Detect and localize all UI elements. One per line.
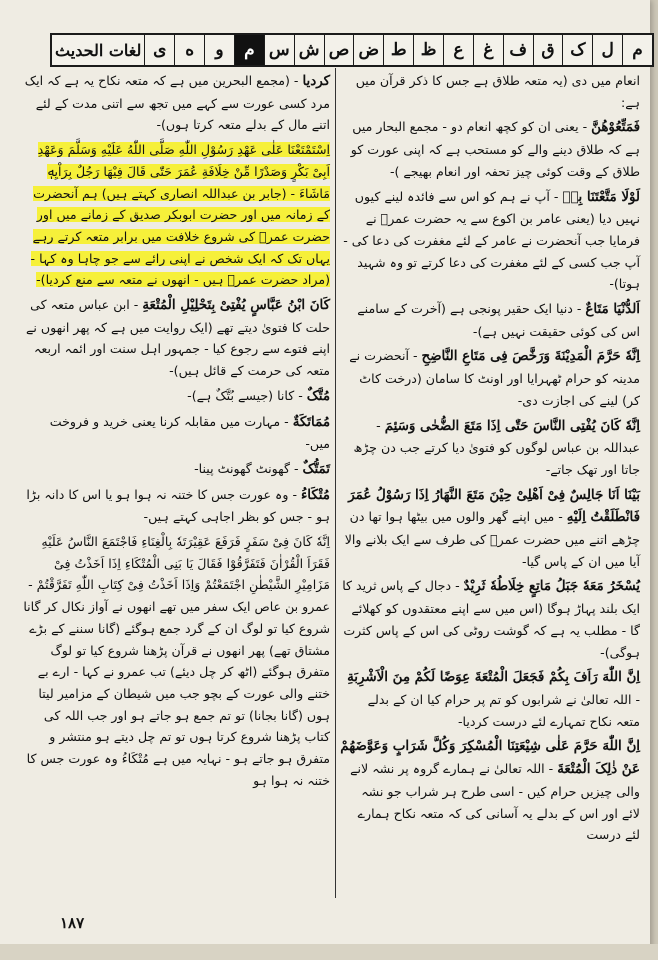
arabic-lemma: لَوْلَا مَتَّعْتَنَا بِهٖ <box>562 188 640 205</box>
page-number: ١٨٧ <box>60 914 85 932</box>
arabic-lemma: مُمَاتَکَةٌ <box>292 413 330 430</box>
letter-cell: ع <box>443 35 473 65</box>
letter-cell: م <box>622 35 652 65</box>
letter-cell: ک <box>562 35 592 65</box>
entry: بَیْنَا اَنَا جَالِسٌ فِیْ اَهْلِیْ حِیْنَ مَتَعَ النَّهَارُ اِذَا رَسُوْلُ عُمَرَ فَانْطَلَقْتُ اِلَیْهِ - میں اپنے گھر والوں میں بیٹھا ہوا تھا دن چڑھے اتنے میں حضرت عمرؓ کی طرف سے ایک بلانے والا آیا میں ان کے پاس گیا- <box>344 486 640 569</box>
entry: مُمَاتَکَةٌ - مہارت میں مقابلہ کرنا یعنی خرید و فروخت میں- <box>49 413 330 452</box>
letter-cell: ف <box>503 35 533 65</box>
entry: تَمَتُّکٌ - گھونٹ گھونٹ پینا- <box>194 460 330 477</box>
letter-cell: س <box>264 35 294 65</box>
entry: فَمَتِّعُوْهُنَّ - یعنی ان کو کچھ انعام دو - مجمع البحار میں ہے کہ طلاق دینے والے کو مستحب ہے کہ اپنی عورت کو طلاق کے وقت کوئی چیز تحفہ اور انعام بھیجے )- <box>350 119 640 179</box>
arabic-lemma: مُتْکَاءُ <box>301 486 330 503</box>
arabic-lemma: اَلدُّنْیَا مَتَاعٌ <box>585 301 640 318</box>
arabic-lemma: یُسْخَرُ مَعَهٗ جَبَلُ مَاتِعٍ خِلَاطُهٗ ثَرِیْدٌ <box>463 578 640 595</box>
entry: اِنَّهٗ کَانَ یُفْتِی النَّاسَ حَتّٰی اِذَا مَتَعَ الضُّحٰی وَسَئِمَ - عبداللہ بن عباس لوگوں کو فتویٰ دیا کرتے جب دن چڑھ جاتا اور تھک جاتے- <box>353 417 640 477</box>
letter-cell: ق <box>533 35 563 65</box>
arabic-lemma: اِنَّ اللّٰهَ رَاَفَ بِکُمْ فَجَعَلَ الْمُتْعَةَ عِوَضًا لَکُمْ مِنَ الْاَشْرِبَةِ <box>347 669 640 686</box>
entry: اَلدُّنْیَا مَتَاعٌ - دنیا ایک حقیر پونجی ہے (آخرت کے سامنے اس کی کوئی حقیقت نہیں ہے)- <box>357 301 640 339</box>
letter-cell: ط <box>383 35 413 65</box>
arabic-lemma: فَمَتِّعُوْهُنَّ <box>591 119 640 136</box>
arabic-lemma: بَیْنَا اَنَا جَالِسٌ فِیْ اَهْلِیْ حِیْنَ مَتَعَ النَّهَارُ اِذَا رَسُوْلُ عُمَرَ فَانْطَلَقْتُ اِلَیْهِ <box>348 486 640 526</box>
arabic-lemma: تَمَتُّکٌ <box>302 460 330 477</box>
entry: لَوْلَا مَتَّعْتَنَا بِهٖ - آپ نے ہم کو اس سے فائدہ لینے کیوں نہیں دیا (یعنی عامر بن اکوع سے یہ حضرت عمرؓ نے فرمایا جب آنحضرت نے عامر کے لئے مغفرت کی دعا کی - آپ جب کسی کے لئے مغفرت کی دعا کرتے تو وہ شہید ہوتا)- <box>343 188 640 292</box>
entry: یُسْخَرُ مَعَهٗ جَبَلُ مَاتِعٍ خِلَاطُهٗ ثَرِیْدٌ - دجال کے پاس ثرید کا ایک بلند پہاڑ ہوگا (اس میں سے اپنے معتقدوں کو کھلائے گا - مطلب یہ ہے کہ گوشت روٹی کی اس کے پاس کثرت ہوگی)- <box>342 578 640 660</box>
letter-index-header <box>50 33 654 67</box>
entry: اِنَّ اللّٰهَ رَاَفَ بِکُمْ فَجَعَلَ الْمُتْعَةَ عِوَضًا لَکُمْ مِنَ الْاَشْرِبَةِ - اللہ تعالیٰ نے شرابوں کو تم پر حرام کیا ان کے بدلے متعہ نکاح تمہارے لئے درست کردیا- <box>347 669 640 729</box>
letter-cell: ص <box>324 35 354 65</box>
column-divider <box>335 68 336 898</box>
entry: کَانَ ابْنُ عَبَّاسٍ یُفْتِیْ بِتَحْلِیْلِ الْمُتْعَةِ - ابن عباس متعہ کی حلت کا فتویٰ دیتے تھے (ایک روایت میں ہے کہ پھر انھوں نے اپنے فتوے سے رجوع کیا - جمہور اہل سنت اور ائمہ اربعہ متعہ کی حرمت کے قائل ہیں)- <box>25 297 330 379</box>
arabic-lemma: اِنَّ اللّٰهَ حَرَّمَ عَلٰی شِیْعَتِنَا الْمُسْکِرَ وَکُلَّ شَرَابٍ وَعَوَّضَهُمْ عَنْ ذٰلِکَ الْمُتْعَةَ <box>340 738 640 778</box>
entry: مُتْکَاءُ - وہ عورت جس کا ختنہ نہ ہوا ہو یا اس کا دانہ بڑا ہو - جس کو بظر اجاہی کہتے ہیں- <box>26 486 330 525</box>
book-title: لغات الحديث <box>55 40 142 60</box>
entry: اِنَّهٗ کَانَ فِیْ سَفَرٍ فَرَفَعَ عَقِیْرَتَهٗ بِالْغِنَاءِ فَاجْتَمَعَ النَّاسُ عَلَیْهِ فَقَرَاَ الْقُرْاٰنَ فَتَفَرَّقُوْا فَقَالَ یَا بَنِی الْمُتْکَاءِ اِذَا اَخَذْتُ فِیْ مَزَامِیْرِ الشَّیْطٰنِ اجْتَمَعْتُمْ وَاِذَا اَخَذْتُ فِیْ کِتَابِ اللّٰهِ تَفَرَّقْتُمْ - عمرو بن عاص ایک سفر میں تھے انھوں نے آواز نکال کر گانا شروع کیا تو لوگ ان کے گرد جمع ہوگئے (گانا سننے کے بڑے مشتاق تھے) پھر انھوں نے قرآن پڑھنا شروع کیا تو لوگ متفرق ہوگئے (اٹھ کر چل دیئے) تب عمرو نے کہا - ارے بے ختنے والی عورت کے بچو جب میں شیطان کے مزامیر لیتا ہوں (گانا بجانا) تو تم جمع ہو جاتے ہو اور جب اللہ کی کتاب پڑھنا شروع کرتا ہوں تو تم چل دیتے ہو منتشر و متفرق ہو جاتے ہو - نہایہ میں ہے مُتْکَاءُ وہ عورت جس کا ختنہ نہ ہوا ہو <box>23 534 330 788</box>
letter-cell: ظ <box>413 35 443 65</box>
letter-cell: ه <box>174 35 204 65</box>
active-letter-cell: م <box>234 35 264 65</box>
arabic-lemma: مُتَّکٌ <box>306 387 330 404</box>
next-page-edge <box>0 944 658 960</box>
arabic-lemma: اِنَّهٗ کَانَ یُفْتِی النَّاسَ حَتّٰی اِذَا مَتَعَ الضُّحٰی وَسَئِمَ <box>384 417 640 434</box>
entry: اِنَّهٗ حَرَّمَ الْمَدِیْنَةَ وَرَخَّصَ فِی مَتَاعِ النَّاضِحِ - آنحضرت نے مدینہ کو حرام ٹھہرایا اور اونٹ کا سامان (درخت کاٹ کر) لینے کی اجازت دی- <box>349 348 640 408</box>
left-column <box>22 70 330 895</box>
letter-cell: غ <box>473 35 503 65</box>
right-column <box>340 70 640 895</box>
entry: مُتَّکٌ - کانا (جیسے بُتَّکٌ ہے)- <box>187 387 330 404</box>
letter-cell: و <box>204 35 234 65</box>
arabic-lemma: کردیا <box>302 73 330 89</box>
entry: کردیا - (مجمع البحرین میں ہے کہ متعہ نکاح یہ ہے کہ ایک مرد کسی عورت سے کہے میں تجھ سے اتنی مدت کے لئے اتنے مال کے بدلے متعہ کرتا ہوں)- <box>24 73 330 133</box>
entry: انعام میں دی (یہ متعہ طلاق ہے جس کا ذکر قرآن میں ہے: <box>355 73 640 110</box>
highlight-mark: اِسْتَمْتَعْنَا عَلٰی عَهْدِ رَسُوْلِ اللّٰهِ صَلَّی اللّٰهُ عَلَیْهِ وَسَلَّمَ وَعَهْدِ اَبِیْ بَکْرٍ وَصَدْرًا مِّنْ خِلَافَةِ عُمَرَ حَتّٰی قَالَ فِیْهَا رَجُلٌ بِرَاْیِهٖ مَاشَاءَ - (جابر بن عبداللہ انصاری کہتے ہیں) ہم آنحضرت کے زمانہ میں اور حضرت ابوبکر صدیق کے زمانے میں اور حضرت عمرؓ کی شروع خلافت میں برابر متعہ کرتے رہے یہاں تک کہ ایک شخص نے اپنی رائے سے جو چاہا وہ کہا - (مراد حضرت عمرؓ ہیں - انھوں نے متعہ سے منع کردیا)- <box>30 142 330 288</box>
letter-cell: ی <box>144 35 174 65</box>
arabic-lemma: کَانَ ابْنُ عَبَّاسٍ یُفْتِیْ بِتَحْلِیْلِ الْمُتْعَةِ <box>142 297 330 314</box>
highlighted-hadith <box>22 139 330 291</box>
letter-cell: ش <box>294 35 324 65</box>
entry: اِنَّ اللّٰهَ حَرَّمَ عَلٰی شِیْعَتِنَا الْمُسْکِرَ وَکُلَّ شَرَابٍ وَعَوَّضَهُمْ عَنْ ذٰلِکَ الْمُتْعَةَ - اللہ تعالیٰ نے ہمارے گروہ پر نشہ لانے والی چیزیں حرام کیں - اسی طرح ہر شراب جو نشہ لائے اور اس کے بدلے یہ آسانی کی کہ متعہ نکاح ہمارے لئے درست <box>340 738 640 843</box>
arabic-lemma: اِنَّهٗ حَرَّمَ الْمَدِیْنَةَ وَرَخَّصَ فِی مَتَاعِ النَّاضِحِ <box>421 348 640 365</box>
letter-cell: ض <box>353 35 383 65</box>
letter-cell: ل <box>592 35 622 65</box>
